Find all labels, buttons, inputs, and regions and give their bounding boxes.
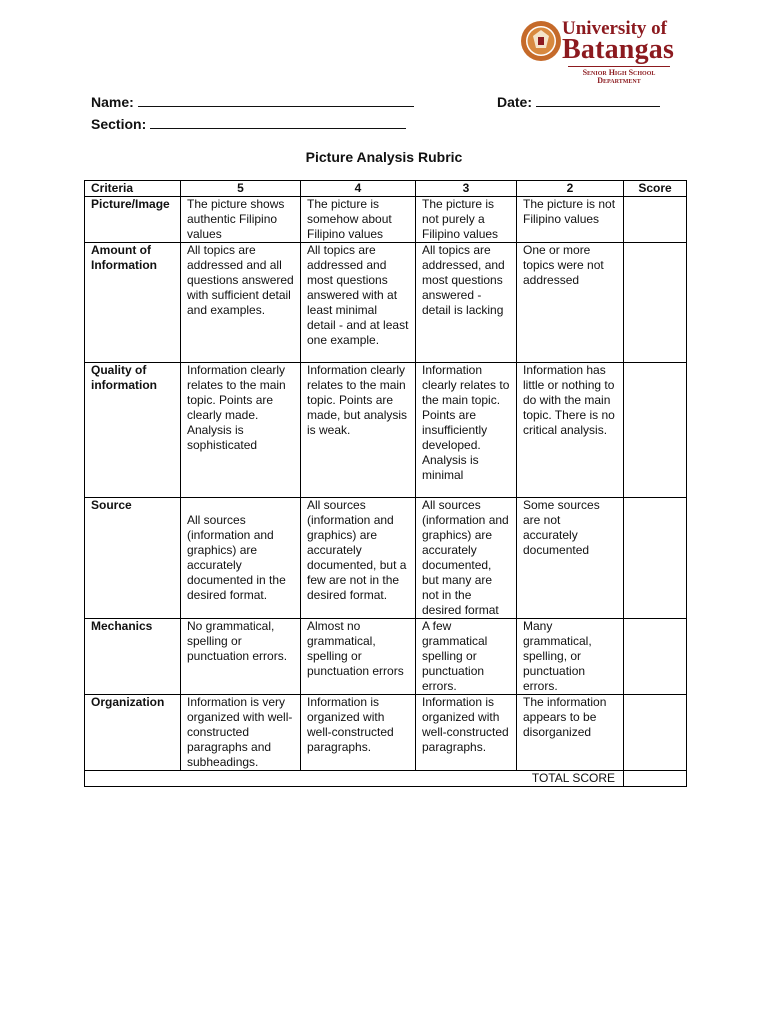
- criteria-cell: Amount of Information: [85, 243, 181, 363]
- rubric-cell: The picture is not Filipino values: [517, 197, 624, 243]
- table-row: [85, 197, 687, 243]
- rubric-cell: Many grammatical, spelling, or punctuation errors.: [517, 619, 624, 695]
- logo-subtitle-1: Senior High School: [582, 68, 656, 77]
- criteria-cell: Organization: [85, 695, 181, 771]
- score-cell[interactable]: [624, 695, 687, 771]
- rubric-cell: All sources (information and graphics) are accurately documented, but many are not in the desired format: [416, 498, 517, 619]
- rubric-cell: Information is very organized with well-constructed paragraphs and subheadings.: [181, 695, 301, 771]
- date-label: Date:: [497, 94, 533, 110]
- rubric-cell: One or more topics were not addressed: [517, 243, 624, 363]
- total-row: [85, 771, 687, 787]
- rubric-cell: A few grammatical spelling or punctuation errors.: [416, 619, 517, 695]
- rubric-cell: Information is organized with well-constructed paragraphs.: [416, 695, 517, 771]
- rubric-cell: Information clearly relates to the main topic. Points are made, but analysis is weak.: [301, 363, 416, 498]
- criteria-cell: Source: [85, 498, 181, 619]
- name-input-line[interactable]: [138, 94, 414, 107]
- rubric-cell: All topics are addressed, and most questions answered - detail is lacking: [416, 243, 517, 363]
- rubric-cell: The picture shows authentic Filipino values: [181, 197, 301, 243]
- rubric-cell: Almost no grammatical, spelling or punctuation errors: [301, 619, 416, 695]
- score-cell[interactable]: [624, 243, 687, 363]
- total-score-label: TOTAL SCORE: [85, 771, 624, 787]
- rubric-cell: All sources (information and graphics) are accurately documented, but a few are not in the desired format.: [301, 498, 416, 619]
- logo-divider: [568, 66, 670, 67]
- total-score-cell[interactable]: [624, 771, 687, 787]
- score-cell[interactable]: [624, 619, 687, 695]
- rubric-cell: Information clearly relates to the main topic. Points are clearly made. Analysis is sophisticated: [181, 363, 301, 498]
- university-logo: [520, 18, 680, 84]
- table-row: [85, 363, 687, 498]
- rubric-table: [84, 180, 687, 787]
- score-cell[interactable]: [624, 498, 687, 619]
- table-row: [85, 243, 687, 363]
- rubric-cell: Some sources are not accurately documented: [517, 498, 624, 619]
- rubric-cell: No grammatical, spelling or punctuation errors.: [181, 619, 301, 695]
- table-row: [85, 695, 687, 771]
- document-title: Picture Analysis Rubric: [305, 149, 463, 165]
- criteria-cell: Mechanics: [85, 619, 181, 695]
- score-cell[interactable]: [624, 363, 687, 498]
- rubric-cell: All topics are addressed and all questions answered with sufficient detail and examples.: [181, 243, 301, 363]
- header-score-5: 5: [181, 181, 301, 197]
- header-score: Score: [624, 181, 687, 197]
- rubric-cell: The picture is somehow about Filipino values: [301, 197, 416, 243]
- rubric-cell: Information is organized with well-constructed paragraphs.: [301, 695, 416, 771]
- rubric-cell: All topics are addressed and most questions answered with at least minimal detail - and at least one example.: [301, 243, 416, 363]
- name-label: Name:: [91, 94, 134, 110]
- header-score-4: 4: [301, 181, 416, 197]
- table-row: [85, 498, 687, 619]
- university-seal-icon: [520, 20, 562, 62]
- header-score-2: 2: [517, 181, 624, 197]
- criteria-cell: Picture/Image: [85, 197, 181, 243]
- table-row: [85, 619, 687, 695]
- table-header-row: [85, 181, 687, 197]
- date-input-line[interactable]: [536, 94, 660, 107]
- logo-university-text: University of: [562, 18, 668, 39]
- logo-batangas-text: Batangas: [562, 34, 675, 65]
- date-field: [497, 94, 660, 110]
- section-input-line[interactable]: [150, 116, 406, 129]
- logo-subtitle-2: Department: [597, 76, 641, 85]
- rubric-cell: The picture is not purely a Filipino values: [416, 197, 517, 243]
- score-cell[interactable]: [624, 197, 687, 243]
- rubric-cell: Information has little or nothing to do with the main topic. There is no critical analysis.: [517, 363, 624, 498]
- section-field: [91, 116, 406, 132]
- rubric-cell: Information clearly relates to the main topic. Points are insufficiently developed. Analysis is minimal: [416, 363, 517, 498]
- section-label: Section:: [91, 116, 147, 132]
- rubric-cell: The information appears to be disorganized: [517, 695, 624, 771]
- rubric-cell: All sources (information and graphics) are accurately documented in the desired format.: [181, 498, 301, 619]
- header-criteria: Criteria: [85, 181, 181, 197]
- name-field: [91, 94, 414, 110]
- header-score-3: 3: [416, 181, 517, 197]
- criteria-cell: Quality of information: [85, 363, 181, 498]
